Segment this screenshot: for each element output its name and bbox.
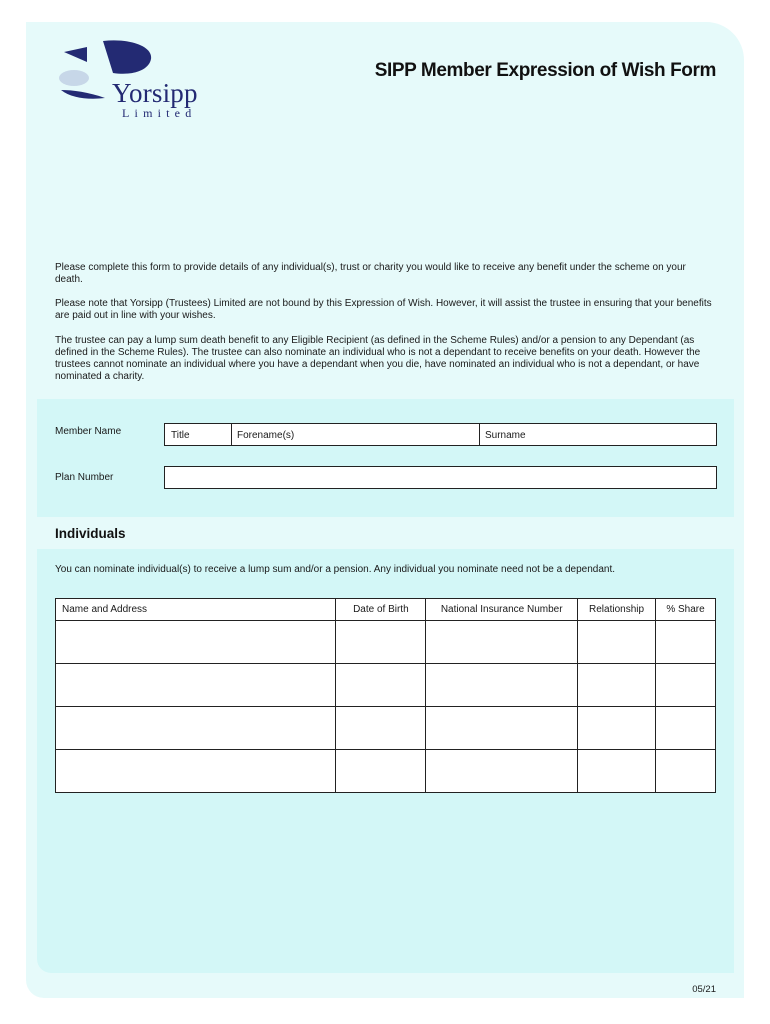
ni-number-cell[interactable] <box>426 750 578 793</box>
intro-paragraph-2: Please note that Yorsipp (Trustees) Limited are not bound by this Expression of Wish. However, it will assist the trustee in ensuring that your benefits are paid out in line with your wishes. <box>55 298 712 321</box>
date-of-birth-cell[interactable] <box>336 621 426 664</box>
individuals-description: You can nominate individual(s) to receive a lump sum and/or a pension. Any individual you nominate need not be a dependant. <box>55 564 615 575</box>
table-row <box>56 750 716 793</box>
individuals-table <box>55 598 716 793</box>
member-name-field[interactable] <box>164 423 717 446</box>
relationship-cell[interactable] <box>578 750 656 793</box>
individuals-heading: Individuals <box>55 526 126 541</box>
table-header-row <box>56 599 716 621</box>
member-details-section <box>37 399 734 517</box>
name-address-cell[interactable] <box>56 621 336 664</box>
ni-number-cell[interactable] <box>426 664 578 707</box>
table-row <box>56 707 716 750</box>
field-divider <box>231 424 232 445</box>
share-cell[interactable] <box>656 621 716 664</box>
relationship-cell[interactable] <box>578 707 656 750</box>
column-header-share: % Share <box>656 599 716 621</box>
title-field-label: Title <box>171 430 190 441</box>
forename-field-label: Forename(s) <box>237 430 295 441</box>
relationship-cell[interactable] <box>578 621 656 664</box>
surname-field-label: Surname <box>485 430 526 441</box>
logo-name: Yorsipp <box>112 78 198 108</box>
relationship-cell[interactable] <box>578 664 656 707</box>
name-address-cell[interactable] <box>56 750 336 793</box>
share-cell[interactable] <box>656 664 716 707</box>
date-of-birth-cell[interactable] <box>336 750 426 793</box>
table-row <box>56 664 716 707</box>
share-cell[interactable] <box>656 750 716 793</box>
plan-number-label: Plan Number <box>55 472 114 483</box>
logo-subtitle: Limited <box>122 106 197 120</box>
ni-number-cell[interactable] <box>426 707 578 750</box>
column-header-ni-number: National Insurance Number <box>426 599 578 621</box>
column-header-relationship: Relationship <box>578 599 656 621</box>
share-cell[interactable] <box>656 707 716 750</box>
plan-number-field[interactable] <box>164 466 717 489</box>
table-row <box>56 621 716 664</box>
field-divider <box>479 424 480 445</box>
column-header-name-address: Name and Address <box>56 599 336 621</box>
form-version: 05/21 <box>692 984 716 995</box>
column-header-date-of-birth: Date of Birth <box>336 599 426 621</box>
date-of-birth-cell[interactable] <box>336 664 426 707</box>
intro-paragraph-1: Please complete this form to provide details of any individual(s), trust or charity you would like to receive any benefit under the scheme on your death. <box>55 262 686 285</box>
date-of-birth-cell[interactable] <box>336 707 426 750</box>
member-name-label: Member Name <box>55 426 122 437</box>
name-address-cell[interactable] <box>56 664 336 707</box>
page-title: SIPP Member Expression of Wish Form <box>374 60 716 81</box>
intro-paragraph-3: The trustee can pay a lump sum death benefit to any Eligible Recipient (as defined in the Scheme Rules) and/or a pension to any Dependant (as defined in the Scheme Rules). The trustee can also nominate an individual who is not a dependant to receive benefits on your death. However the trustees cannot nominate an individual where you have a dependant when you die, have nominated an individual who is not a dependant, or have nominated a charity. <box>55 335 701 382</box>
ni-number-cell[interactable] <box>426 621 578 664</box>
name-address-cell[interactable] <box>56 707 336 750</box>
